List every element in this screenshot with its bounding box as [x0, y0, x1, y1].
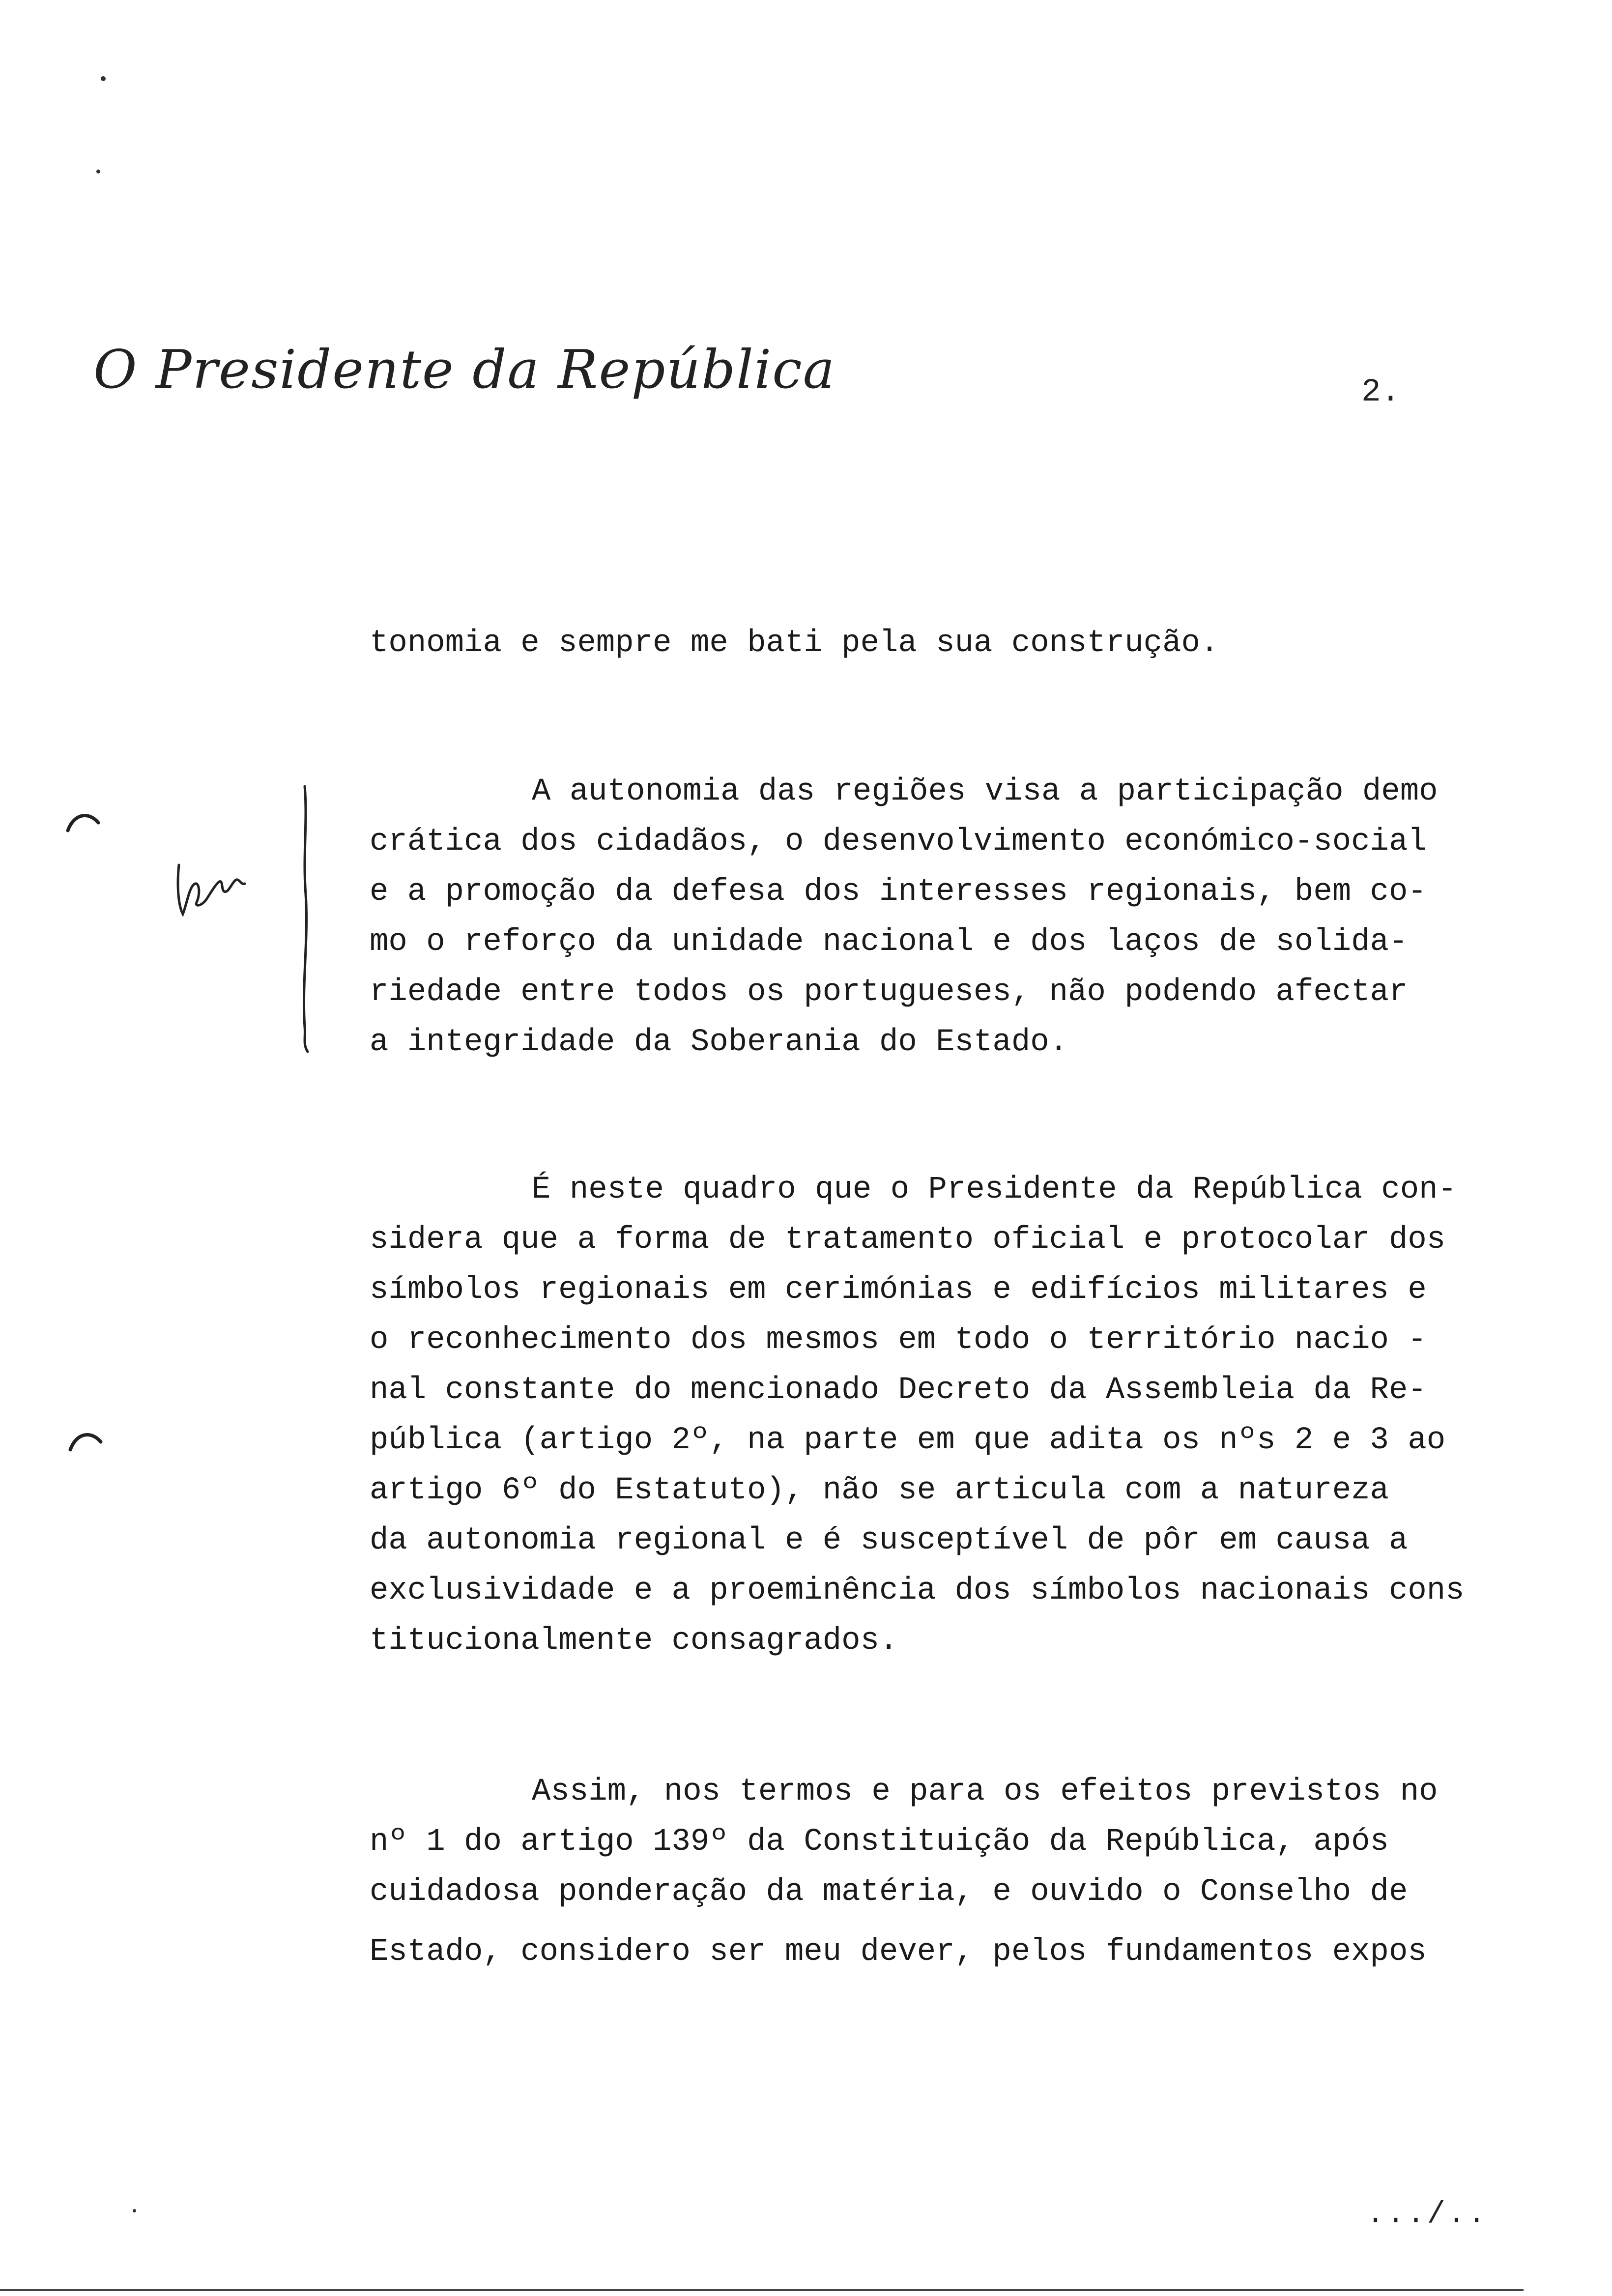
text-line: A autonomia das regiões visa a participação demo [532, 774, 1438, 809]
text-line: o reconhecimento dos mesmos em todo o território nacio - [370, 1322, 1427, 1358]
speck [133, 2209, 136, 2212]
text-line: exclusividade e a proeminência dos símbolos nacionais cons [370, 1573, 1465, 1608]
text-line: da autonomia regional e é susceptível de pôr em causa a [370, 1523, 1408, 1558]
paragraph-1 [370, 618, 1490, 668]
margin-arc-mark [66, 1425, 106, 1455]
text-line: mo o reforço da unidade nacional e dos laços de solida- [370, 924, 1408, 960]
text-line: riedade entre todos os portugueses, não podendo afectar [370, 975, 1408, 1010]
continuation-mark: .../.. [1366, 2197, 1488, 2232]
text-line: crática dos cidadãos, o desenvolvimento económico-social [370, 824, 1427, 860]
text-line: e a promoção da defesa dos interesses regionais, bem co- [370, 874, 1427, 910]
margin-arc-mark [64, 806, 103, 835]
page-number: 2. [1361, 373, 1401, 410]
speck [96, 170, 100, 173]
text-line: a integridade da Soberania do Estado. [370, 1025, 1068, 1060]
paragraph-2 [370, 767, 1490, 1067]
handwritten-initials [172, 855, 270, 924]
text-line: sidera que a forma de tratamento oficial e protocolar dos [370, 1222, 1446, 1258]
speck [101, 76, 106, 81]
text-line: cuidadosa ponderação da matéria, e ouvido o Conselho de [370, 1874, 1408, 1910]
text-line: símbolos regionais em cerimónias e edifícios militares e [370, 1272, 1427, 1308]
paragraph-3 [370, 1165, 1490, 1666]
text-line: Estado, considero ser meu dever, pelos fundamentos expos [370, 1934, 1427, 1970]
text-line: tonomia e sempre me bati pela sua construção. [370, 626, 1219, 661]
text-line: pública (artigo 2º, na parte em que adita os nºs 2 e 3 ao [370, 1423, 1446, 1458]
margin-bracket-mark [290, 781, 319, 1057]
text-line: É neste quadro que o Presidente da República con- [532, 1172, 1457, 1207]
text-line: Assim, nos termos e para os efeitos previstos no [532, 1774, 1438, 1809]
bottom-edge-line [0, 2289, 1524, 2291]
text-line: titucionalmente consagrados. [370, 1623, 898, 1659]
text-line: nal constante do mencionado Decreto da Assembleia da Re- [370, 1373, 1427, 1408]
text-line: artigo 6º do Estatuto), não se articula com a natureza [370, 1473, 1389, 1508]
paragraph-4 [370, 1767, 1490, 1977]
text-line: nº 1 do artigo 139º da Constituição da República, após [370, 1824, 1389, 1860]
letterhead-title: O Presidente da República [93, 339, 836, 401]
